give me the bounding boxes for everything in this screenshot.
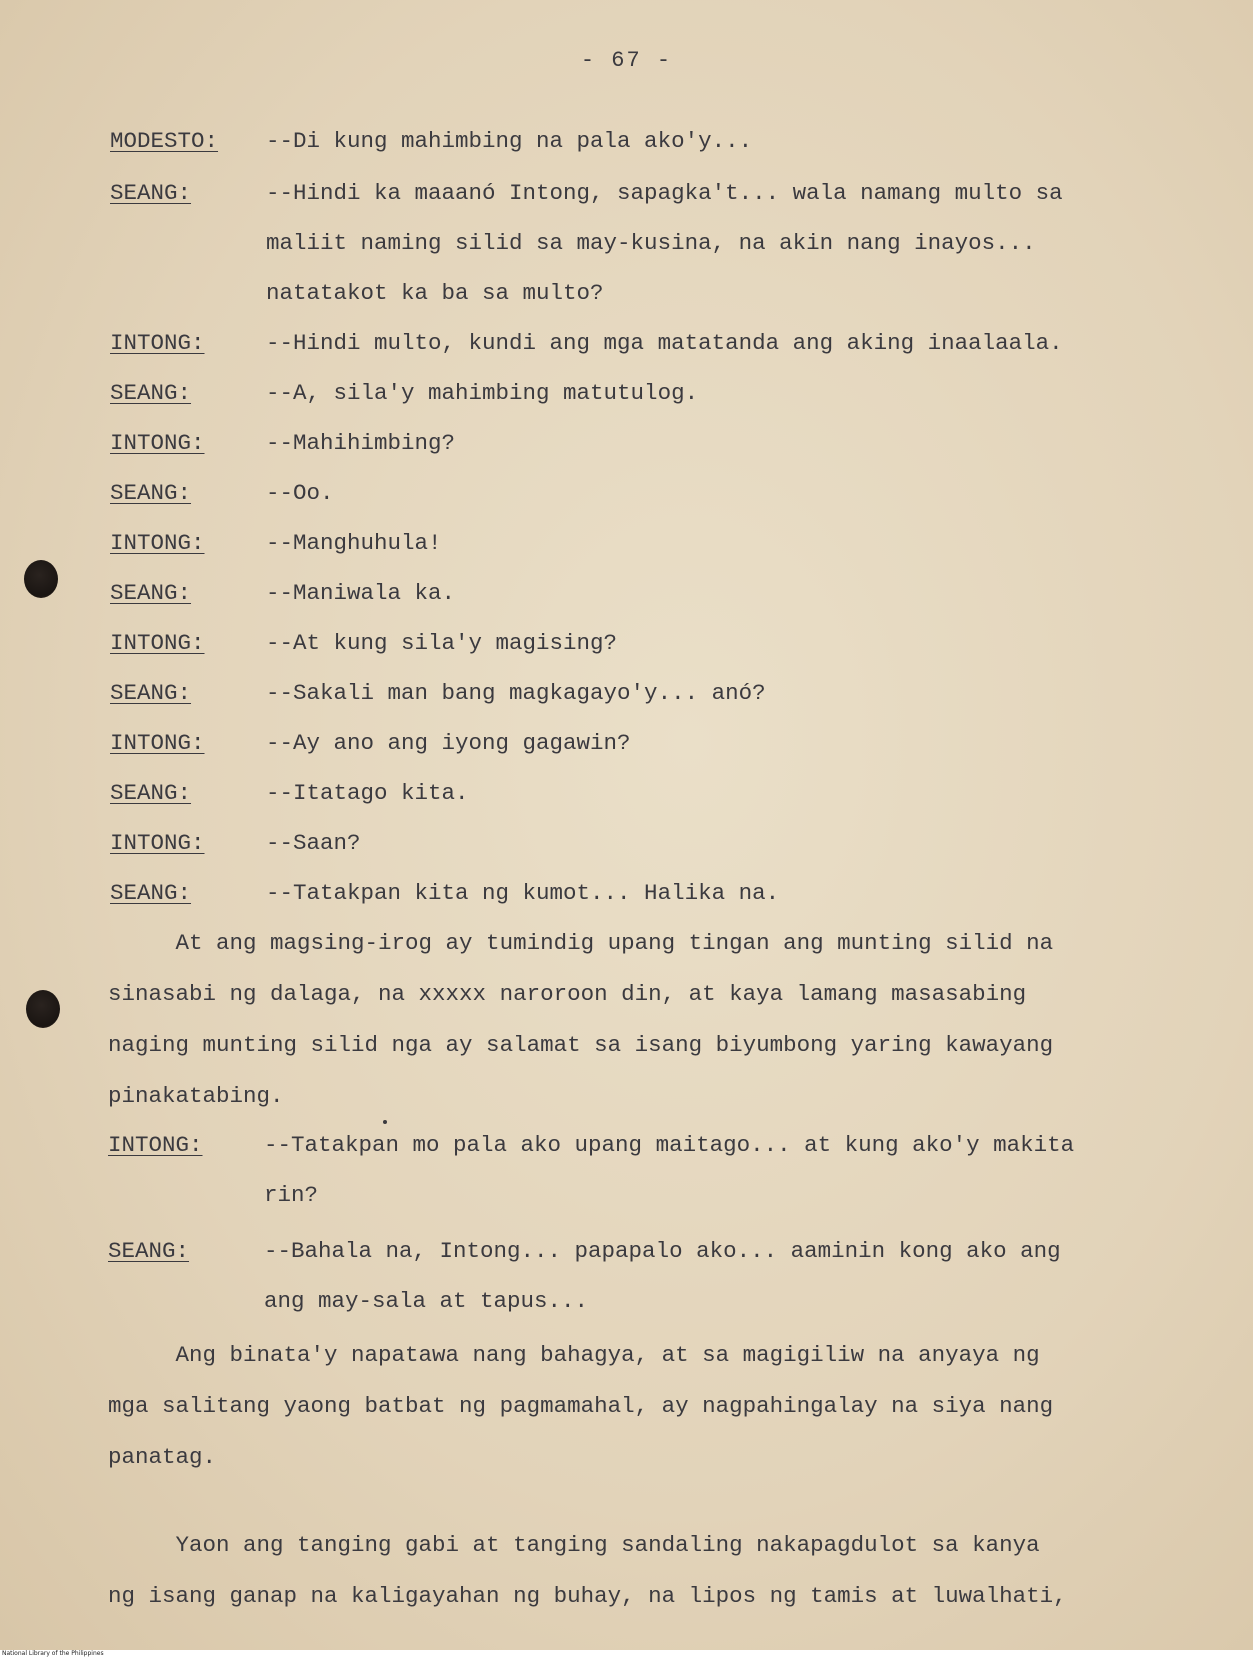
speaker-label: SEANG:: [110, 380, 192, 406]
speaker-label: SEANG:: [108, 1238, 190, 1264]
speaker-label: SEANG:: [110, 480, 192, 506]
speaker-label: INTONG:: [110, 630, 205, 656]
footer-credit: National Library of the Philippines: [2, 1650, 104, 1657]
paragraph-line: Ang binata'y napatawa nang bahagya, at sa magigiliw na anyaya ng: [108, 1342, 1040, 1368]
speaker-label: INTONG:: [110, 830, 205, 856]
dialogue-text: --Tatakpan mo pala ako upang maitago... at kung ako'y makita: [264, 1132, 1075, 1158]
speaker-label: SEANG:: [110, 880, 192, 906]
paragraph-line: sinasabi ng dalaga, na xxxxx naroroon din, at kaya lamang masasabing: [108, 981, 1027, 1007]
speaker-label: INTONG:: [110, 730, 205, 756]
paragraph-line: At ang magsing-irog ay tumindig upang tingan ang munting silid na: [108, 930, 1054, 956]
paragraph-line: ng isang ganap na kaligayahan ng buhay, na lipos ng tamis at luwalhati,: [108, 1583, 1067, 1609]
speaker-label: MODESTO:: [110, 128, 219, 154]
punch-hole-bottom: [26, 990, 60, 1028]
dialogue-text: --Bahala na, Intong... papapalo ako... aaminin kong ako ang: [264, 1238, 1061, 1264]
speaker-label: INTONG:: [108, 1132, 203, 1158]
dialogue-text: --Hindi ka maaanó Intong, sapagka't... wala namang multo sa: [266, 180, 1063, 206]
punch-hole-top: [24, 560, 58, 598]
dialogue-text: --Hindi multo, kundi ang mga matatanda ang aking inaalaala.: [266, 330, 1063, 356]
dialogue-text: --Itatago kita.: [266, 780, 469, 806]
dialogue-text: --Manghuhula!: [266, 530, 442, 556]
dialogue-text: --Sakali man bang magkagayo'y... anó?: [266, 680, 766, 706]
paragraph-line: mga salitang yaong batbat ng pagmamahal, ay nagpahingalay na siya nang: [108, 1393, 1054, 1419]
speaker-label: SEANG:: [110, 580, 192, 606]
page-number: - 67 -: [580, 48, 673, 73]
dialogue-text: --Saan?: [266, 830, 361, 856]
narrative-paragraph: [108, 1330, 1198, 1483]
dialogue-text: --Di kung mahimbing na pala ako'y...: [266, 128, 753, 154]
paragraph-line: Yaon ang tanging gabi at tanging sandaling nakapagdulot sa kanya: [108, 1532, 1040, 1558]
dialogue-text: --Tatakpan kita ng kumot... Halika na.: [266, 880, 780, 906]
dialogue-text: rin?: [264, 1182, 319, 1208]
dialogue-text: maliit naming silid sa may-kusina, na akin nang inayos...: [266, 230, 1036, 256]
paragraph-line: pinakatabing.: [108, 1083, 284, 1109]
speaker-label: SEANG:: [110, 180, 192, 206]
dialogue-text: --A, sila'y mahimbing matutulog.: [266, 380, 699, 406]
speaker-label: SEANG:: [110, 780, 192, 806]
footer-strip: [0, 1650, 1253, 1658]
dialogue-text: natatakot ka ba sa multo?: [266, 280, 604, 306]
speaker-label: INTONG:: [110, 330, 205, 356]
dialogue-text: ang may-sala at tapus...: [264, 1288, 589, 1314]
dialogue-text: --At kung sila'y magising?: [266, 630, 618, 656]
narrative-paragraph: [108, 918, 1198, 1122]
dialogue-text: --Oo.: [266, 480, 334, 506]
speaker-label: INTONG:: [110, 430, 205, 456]
dialogue-text: --Mahihimbing?: [266, 430, 456, 456]
dialogue-text: --Ay ano ang iyong gagawin?: [266, 730, 631, 756]
paragraph-line: naging munting silid nga ay salamat sa isang biyumbong yaring kawayang: [108, 1032, 1054, 1058]
paragraph-line: panatag.: [108, 1444, 217, 1470]
speaker-label: INTONG:: [110, 530, 205, 556]
narrative-paragraph: [108, 1520, 1198, 1622]
dialogue-text: --Maniwala ka.: [266, 580, 456, 606]
speaker-label: SEANG:: [110, 680, 192, 706]
